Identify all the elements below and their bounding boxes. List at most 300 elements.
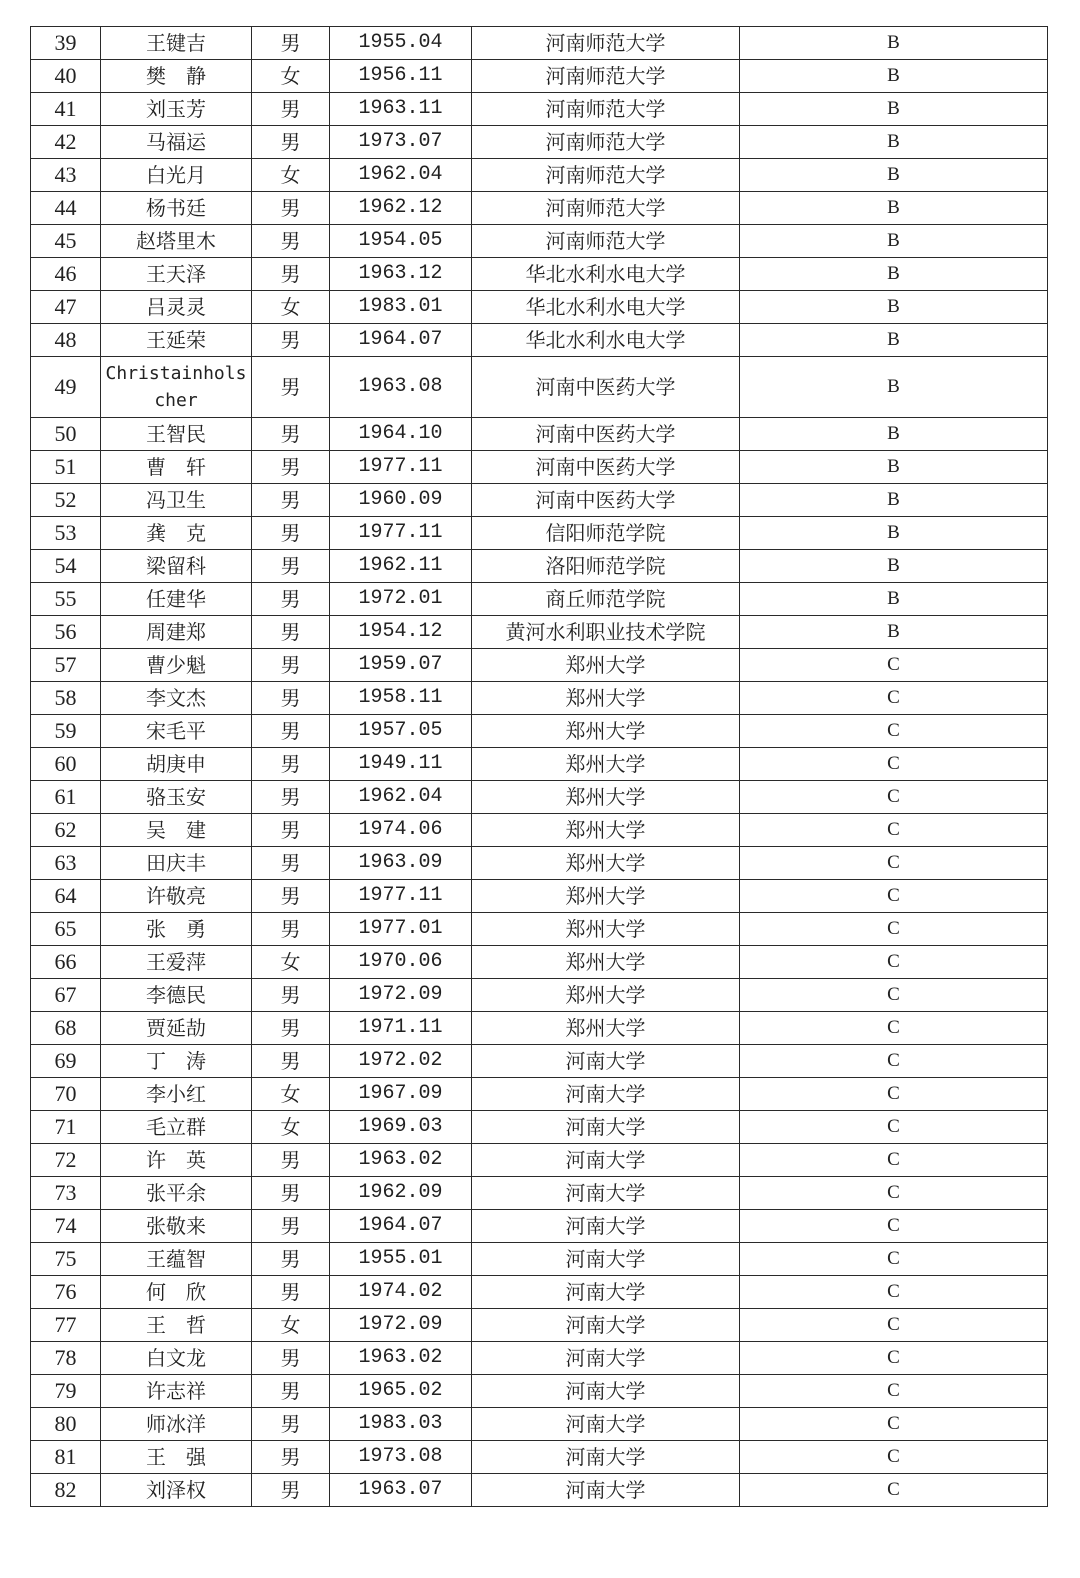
grade-cell: B (740, 258, 1048, 291)
gender-cell: 男 (252, 1243, 330, 1276)
table-row (31, 1177, 1048, 1210)
grade-cell: C (740, 748, 1048, 781)
table-row (31, 1474, 1048, 1507)
row-number-cell: 61 (31, 781, 101, 814)
gender-cell: 男 (252, 1474, 330, 1507)
row-number-cell: 79 (31, 1375, 101, 1408)
institution-cell: 华北水利水电大学 (472, 324, 740, 357)
gender-cell: 男 (252, 913, 330, 946)
birth-date-cell: 1962.09 (330, 1177, 472, 1210)
institution-cell: 河南师范大学 (472, 60, 740, 93)
grade-cell: C (740, 1210, 1048, 1243)
table-row (31, 324, 1048, 357)
name-cell: 王键吉 (101, 27, 252, 60)
gender-cell: 男 (252, 550, 330, 583)
roster-table (30, 26, 1048, 1507)
institution-cell: 郑州大学 (472, 913, 740, 946)
row-number-cell: 55 (31, 583, 101, 616)
birth-date-cell: 1977.11 (330, 517, 472, 550)
grade-cell: B (740, 27, 1048, 60)
grade-cell: B (740, 225, 1048, 258)
birth-date-cell: 1963.08 (330, 357, 472, 418)
row-number-cell: 70 (31, 1078, 101, 1111)
name-cell: 梁留科 (101, 550, 252, 583)
row-number-cell: 80 (31, 1408, 101, 1441)
gender-cell: 男 (252, 1177, 330, 1210)
grade-cell: B (740, 324, 1048, 357)
row-number-cell: 66 (31, 946, 101, 979)
row-number-cell: 78 (31, 1342, 101, 1375)
institution-cell: 河南大学 (472, 1474, 740, 1507)
name-cell: 王延荣 (101, 324, 252, 357)
institution-cell: 河南师范大学 (472, 192, 740, 225)
birth-date-cell: 1973.07 (330, 126, 472, 159)
institution-cell: 河南大学 (472, 1210, 740, 1243)
birth-date-cell: 1962.04 (330, 159, 472, 192)
table-row (31, 814, 1048, 847)
gender-cell: 男 (252, 1441, 330, 1474)
birth-date-cell: 1959.07 (330, 649, 472, 682)
birth-date-cell: 1963.09 (330, 847, 472, 880)
name-cell: 张平余 (101, 1177, 252, 1210)
gender-cell: 男 (252, 93, 330, 126)
table-row (31, 913, 1048, 946)
birth-date-cell: 1955.04 (330, 27, 472, 60)
name-cell: 赵塔里木 (101, 225, 252, 258)
grade-cell: B (740, 517, 1048, 550)
table-row (31, 484, 1048, 517)
table-row (31, 715, 1048, 748)
birth-date-cell: 1963.07 (330, 1474, 472, 1507)
birth-date-cell: 1964.10 (330, 418, 472, 451)
grade-cell: C (740, 1144, 1048, 1177)
table-row (31, 550, 1048, 583)
institution-cell: 郑州大学 (472, 781, 740, 814)
name-cell: 杨书廷 (101, 192, 252, 225)
birth-date-cell: 1958.11 (330, 682, 472, 715)
row-number-cell: 74 (31, 1210, 101, 1243)
name-cell: 宋毛平 (101, 715, 252, 748)
name-cell: 王天泽 (101, 258, 252, 291)
institution-cell: 郑州大学 (472, 880, 740, 913)
institution-cell: 郑州大学 (472, 748, 740, 781)
gender-cell: 男 (252, 1342, 330, 1375)
table-row (31, 1441, 1048, 1474)
birth-date-cell: 1983.01 (330, 291, 472, 324)
gender-cell: 男 (252, 715, 330, 748)
table-row (31, 1276, 1048, 1309)
name-cell: 许 英 (101, 1144, 252, 1177)
table-row (31, 1375, 1048, 1408)
birth-date-cell: 1972.09 (330, 1309, 472, 1342)
table-row (31, 979, 1048, 1012)
institution-cell: 河南大学 (472, 1441, 740, 1474)
row-number-cell: 82 (31, 1474, 101, 1507)
birth-date-cell: 1973.08 (330, 1441, 472, 1474)
institution-cell: 黄河水利职业技术学院 (472, 616, 740, 649)
institution-cell: 郑州大学 (472, 814, 740, 847)
table-row (31, 1144, 1048, 1177)
grade-cell: B (740, 550, 1048, 583)
name-cell: 马福运 (101, 126, 252, 159)
row-number-cell: 81 (31, 1441, 101, 1474)
row-number-cell: 50 (31, 418, 101, 451)
name-cell: 许敬亮 (101, 880, 252, 913)
grade-cell: B (740, 126, 1048, 159)
institution-cell: 郑州大学 (472, 847, 740, 880)
birth-date-cell: 1977.01 (330, 913, 472, 946)
name-cell: 刘泽权 (101, 1474, 252, 1507)
grade-cell: B (740, 616, 1048, 649)
institution-cell: 商丘师范学院 (472, 583, 740, 616)
table-row (31, 60, 1048, 93)
table-row (31, 1210, 1048, 1243)
grade-cell: B (740, 60, 1048, 93)
row-number-cell: 43 (31, 159, 101, 192)
row-number-cell: 52 (31, 484, 101, 517)
grade-cell: C (740, 946, 1048, 979)
gender-cell: 男 (252, 583, 330, 616)
row-number-cell: 65 (31, 913, 101, 946)
name-cell: 刘玉芳 (101, 93, 252, 126)
table-row (31, 159, 1048, 192)
institution-cell: 河南大学 (472, 1078, 740, 1111)
table-row (31, 748, 1048, 781)
name-cell: 白光月 (101, 159, 252, 192)
name-cell: 王 强 (101, 1441, 252, 1474)
birth-date-cell: 1962.11 (330, 550, 472, 583)
row-number-cell: 48 (31, 324, 101, 357)
table-row (31, 93, 1048, 126)
gender-cell: 男 (252, 1210, 330, 1243)
row-number-cell: 45 (31, 225, 101, 258)
birth-date-cell: 1964.07 (330, 324, 472, 357)
grade-cell: C (740, 1309, 1048, 1342)
table-row (31, 1309, 1048, 1342)
table-row (31, 1078, 1048, 1111)
table-row (31, 291, 1048, 324)
table-row (31, 1111, 1048, 1144)
name-cell: 丁 涛 (101, 1045, 252, 1078)
birth-date-cell: 1964.07 (330, 1210, 472, 1243)
name-cell: 曹 轩 (101, 451, 252, 484)
birth-date-cell: 1963.02 (330, 1342, 472, 1375)
row-number-cell: 62 (31, 814, 101, 847)
gender-cell: 男 (252, 781, 330, 814)
birth-date-cell: 1962.12 (330, 192, 472, 225)
table-row (31, 583, 1048, 616)
row-number-cell: 60 (31, 748, 101, 781)
gender-cell: 女 (252, 291, 330, 324)
institution-cell: 河南中医药大学 (472, 484, 740, 517)
birth-date-cell: 1949.11 (330, 748, 472, 781)
gender-cell: 男 (252, 517, 330, 550)
institution-cell: 河南师范大学 (472, 27, 740, 60)
row-number-cell: 69 (31, 1045, 101, 1078)
row-number-cell: 40 (31, 60, 101, 93)
gender-cell: 女 (252, 1078, 330, 1111)
name-cell: Christainholscher (101, 357, 252, 418)
birth-date-cell: 1955.01 (330, 1243, 472, 1276)
grade-cell: B (740, 192, 1048, 225)
grade-cell: C (740, 1243, 1048, 1276)
birth-date-cell: 1972.02 (330, 1045, 472, 1078)
name-cell: 吴 建 (101, 814, 252, 847)
row-number-cell: 72 (31, 1144, 101, 1177)
name-cell: 王 哲 (101, 1309, 252, 1342)
grade-cell: B (740, 159, 1048, 192)
institution-cell: 河南大学 (472, 1243, 740, 1276)
name-cell: 王蕴智 (101, 1243, 252, 1276)
birth-date-cell: 1970.06 (330, 946, 472, 979)
gender-cell: 男 (252, 1375, 330, 1408)
birth-date-cell: 1954.05 (330, 225, 472, 258)
name-cell: 许志祥 (101, 1375, 252, 1408)
name-cell: 李小红 (101, 1078, 252, 1111)
gender-cell: 男 (252, 225, 330, 258)
grade-cell: C (740, 1177, 1048, 1210)
row-number-cell: 42 (31, 126, 101, 159)
birth-date-cell: 1954.12 (330, 616, 472, 649)
grade-cell: C (740, 715, 1048, 748)
table-row (31, 1045, 1048, 1078)
birth-date-cell: 1971.11 (330, 1012, 472, 1045)
table-row (31, 682, 1048, 715)
name-cell: 贾延劼 (101, 1012, 252, 1045)
table-row (31, 946, 1048, 979)
birth-date-cell: 1960.09 (330, 484, 472, 517)
institution-cell: 洛阳师范学院 (472, 550, 740, 583)
grade-cell: C (740, 682, 1048, 715)
gender-cell: 男 (252, 357, 330, 418)
institution-cell: 华北水利水电大学 (472, 291, 740, 324)
row-number-cell: 39 (31, 27, 101, 60)
gender-cell: 女 (252, 60, 330, 93)
table-row (31, 27, 1048, 60)
row-number-cell: 46 (31, 258, 101, 291)
row-number-cell: 41 (31, 93, 101, 126)
grade-cell: C (740, 1111, 1048, 1144)
table-row (31, 418, 1048, 451)
gender-cell: 男 (252, 418, 330, 451)
row-number-cell: 71 (31, 1111, 101, 1144)
birth-date-cell: 1967.09 (330, 1078, 472, 1111)
row-number-cell: 53 (31, 517, 101, 550)
name-cell: 李文杰 (101, 682, 252, 715)
gender-cell: 男 (252, 27, 330, 60)
birth-date-cell: 1974.02 (330, 1276, 472, 1309)
gender-cell: 男 (252, 847, 330, 880)
institution-cell: 河南大学 (472, 1144, 740, 1177)
institution-cell: 河南师范大学 (472, 126, 740, 159)
institution-cell: 河南中医药大学 (472, 451, 740, 484)
name-cell: 周建郑 (101, 616, 252, 649)
birth-date-cell: 1957.05 (330, 715, 472, 748)
row-number-cell: 68 (31, 1012, 101, 1045)
name-cell: 曹少魁 (101, 649, 252, 682)
institution-cell: 河南师范大学 (472, 225, 740, 258)
table-row (31, 1408, 1048, 1441)
name-cell: 何 欣 (101, 1276, 252, 1309)
grade-cell: B (740, 291, 1048, 324)
gender-cell: 男 (252, 649, 330, 682)
grade-cell: C (740, 1441, 1048, 1474)
table-row (31, 781, 1048, 814)
institution-cell: 郑州大学 (472, 715, 740, 748)
gender-cell: 男 (252, 126, 330, 159)
institution-cell: 郑州大学 (472, 649, 740, 682)
row-number-cell: 64 (31, 880, 101, 913)
table-row (31, 517, 1048, 550)
name-cell: 李德民 (101, 979, 252, 1012)
name-cell: 王智民 (101, 418, 252, 451)
institution-cell: 河南大学 (472, 1309, 740, 1342)
institution-cell: 河南中医药大学 (472, 357, 740, 418)
grade-cell: B (740, 93, 1048, 126)
name-cell: 樊 静 (101, 60, 252, 93)
birth-date-cell: 1962.04 (330, 781, 472, 814)
row-number-cell: 57 (31, 649, 101, 682)
gender-cell: 女 (252, 1309, 330, 1342)
birth-date-cell: 1983.03 (330, 1408, 472, 1441)
gender-cell: 女 (252, 1111, 330, 1144)
gender-cell: 男 (252, 484, 330, 517)
grade-cell: C (740, 847, 1048, 880)
gender-cell: 男 (252, 1144, 330, 1177)
table-row (31, 225, 1048, 258)
institution-cell: 郑州大学 (472, 979, 740, 1012)
table-row (31, 192, 1048, 225)
grade-cell: B (740, 451, 1048, 484)
institution-cell: 河南大学 (472, 1045, 740, 1078)
birth-date-cell: 1969.03 (330, 1111, 472, 1144)
gender-cell: 男 (252, 1408, 330, 1441)
gender-cell: 男 (252, 451, 330, 484)
gender-cell: 男 (252, 682, 330, 715)
grade-cell: C (740, 913, 1048, 946)
grade-cell: C (740, 1012, 1048, 1045)
grade-cell: C (740, 1474, 1048, 1507)
name-cell: 张 勇 (101, 913, 252, 946)
row-number-cell: 49 (31, 357, 101, 418)
name-cell: 冯卫生 (101, 484, 252, 517)
table-row (31, 126, 1048, 159)
table-row (31, 880, 1048, 913)
birth-date-cell: 1977.11 (330, 451, 472, 484)
name-cell: 王爱萍 (101, 946, 252, 979)
roster-table-body (31, 27, 1048, 1507)
row-number-cell: 47 (31, 291, 101, 324)
gender-cell: 男 (252, 258, 330, 291)
birth-date-cell: 1972.09 (330, 979, 472, 1012)
table-row (31, 1012, 1048, 1045)
table-row (31, 649, 1048, 682)
institution-cell: 河南大学 (472, 1276, 740, 1309)
grade-cell: B (740, 357, 1048, 418)
institution-cell: 河南大学 (472, 1177, 740, 1210)
table-row (31, 1342, 1048, 1375)
table-row (31, 451, 1048, 484)
gender-cell: 女 (252, 159, 330, 192)
birth-date-cell: 1963.12 (330, 258, 472, 291)
birth-date-cell: 1977.11 (330, 880, 472, 913)
row-number-cell: 44 (31, 192, 101, 225)
name-cell: 胡庚申 (101, 748, 252, 781)
grade-cell: B (740, 484, 1048, 517)
gender-cell: 男 (252, 192, 330, 225)
name-cell: 骆玉安 (101, 781, 252, 814)
name-cell: 张敬来 (101, 1210, 252, 1243)
birth-date-cell: 1956.11 (330, 60, 472, 93)
row-number-cell: 73 (31, 1177, 101, 1210)
grade-cell: C (740, 979, 1048, 1012)
name-cell: 师冰洋 (101, 1408, 252, 1441)
row-number-cell: 51 (31, 451, 101, 484)
gender-cell: 男 (252, 324, 330, 357)
name-cell: 田庆丰 (101, 847, 252, 880)
grade-cell: C (740, 781, 1048, 814)
institution-cell: 郑州大学 (472, 1012, 740, 1045)
row-number-cell: 67 (31, 979, 101, 1012)
institution-cell: 华北水利水电大学 (472, 258, 740, 291)
row-number-cell: 77 (31, 1309, 101, 1342)
table-row (31, 1243, 1048, 1276)
table-row (31, 258, 1048, 291)
institution-cell: 河南大学 (472, 1408, 740, 1441)
birth-date-cell: 1965.02 (330, 1375, 472, 1408)
grade-cell: C (740, 1078, 1048, 1111)
row-number-cell: 59 (31, 715, 101, 748)
gender-cell: 男 (252, 880, 330, 913)
row-number-cell: 63 (31, 847, 101, 880)
grade-cell: C (740, 1276, 1048, 1309)
institution-cell: 郑州大学 (472, 946, 740, 979)
gender-cell: 男 (252, 1045, 330, 1078)
institution-cell: 河南师范大学 (472, 159, 740, 192)
row-number-cell: 56 (31, 616, 101, 649)
grade-cell: C (740, 1342, 1048, 1375)
row-number-cell: 58 (31, 682, 101, 715)
institution-cell: 河南大学 (472, 1111, 740, 1144)
gender-cell: 男 (252, 1012, 330, 1045)
institution-cell: 信阳师范学院 (472, 517, 740, 550)
birth-date-cell: 1974.06 (330, 814, 472, 847)
institution-cell: 河南中医药大学 (472, 418, 740, 451)
row-number-cell: 76 (31, 1276, 101, 1309)
row-number-cell: 54 (31, 550, 101, 583)
birth-date-cell: 1963.11 (330, 93, 472, 126)
institution-cell: 河南大学 (472, 1375, 740, 1408)
gender-cell: 男 (252, 1276, 330, 1309)
gender-cell: 女 (252, 946, 330, 979)
institution-cell: 河南大学 (472, 1342, 740, 1375)
grade-cell: B (740, 418, 1048, 451)
grade-cell: C (740, 814, 1048, 847)
gender-cell: 男 (252, 616, 330, 649)
grade-cell: C (740, 1408, 1048, 1441)
table-row (31, 847, 1048, 880)
name-cell: 吕灵灵 (101, 291, 252, 324)
institution-cell: 郑州大学 (472, 682, 740, 715)
grade-cell: C (740, 1375, 1048, 1408)
name-cell: 任建华 (101, 583, 252, 616)
name-cell: 白文龙 (101, 1342, 252, 1375)
table-row (31, 616, 1048, 649)
grade-cell: C (740, 1045, 1048, 1078)
institution-cell: 河南师范大学 (472, 93, 740, 126)
grade-cell: B (740, 583, 1048, 616)
grade-cell: C (740, 649, 1048, 682)
